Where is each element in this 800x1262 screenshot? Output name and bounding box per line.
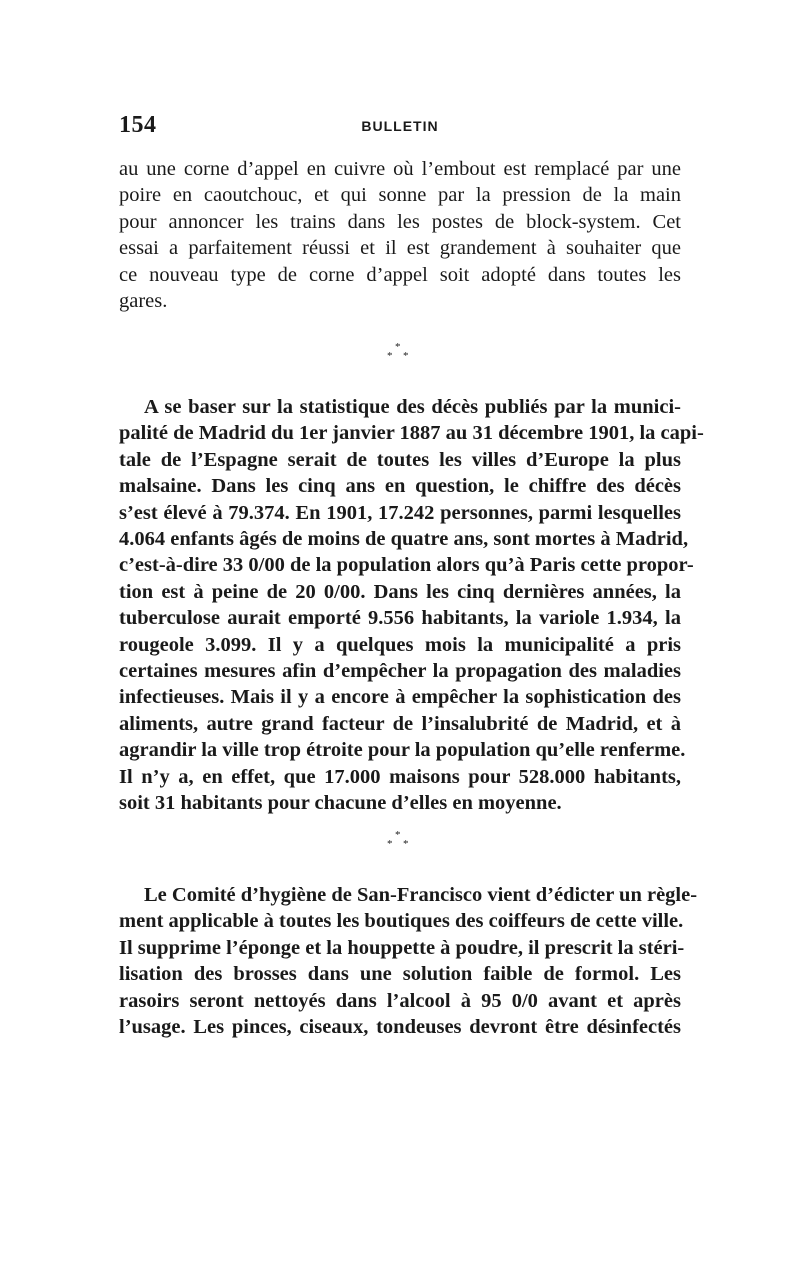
asterisk-glyph: * [395, 829, 401, 841]
text-line: c’est-à-dire 33 0/00 de la population alors qu’à Paris cette propor- [119, 554, 694, 577]
page-number: 154 [119, 112, 157, 138]
text-line: ce nouveau type de corne d’appel soit adopté dans toutes les [119, 263, 681, 286]
text-line: rougeole 3.099. Il y a quelques mois la municipalité a pris [119, 633, 681, 656]
text-line: poire en caoutchouc, et qui sonne par la pression de la main [119, 184, 681, 207]
asterism-separator [380, 342, 420, 372]
paragraph-san-francisco-hygiene [119, 882, 698, 1040]
running-title: BULLETIN [361, 118, 439, 134]
text-line: Il n’y a, en effet, que 17.000 maisons pour 528.000 habitants, [119, 765, 681, 788]
asterism-separator [380, 830, 420, 860]
asterisk-glyph: * [395, 341, 401, 353]
text-line: lisation des brosses dans une solution faible de formol. Les [119, 963, 681, 986]
text-line: 4.064 enfants âgés de moins de quatre ans, sont mortes à Madrid, [119, 528, 689, 551]
text-line: tale de l’Espagne serait de toutes les villes d’Europe la plus [119, 448, 681, 471]
asterisk-glyph: * [387, 350, 393, 362]
text-line: malsaine. Dans les cinq ans en question, le chiffre des décès [119, 475, 681, 498]
asterisk-glyph: * [403, 350, 409, 362]
text-line: agrandir la ville trop étroite pour la population qu’elle renferme. [119, 739, 686, 762]
text-line: Il supprime l’éponge et la houppette à poudre, il prescrit la stéri- [119, 936, 685, 959]
text-line: Le Comité d’hygiène de San-Francisco vient d’édicter un règle- [144, 884, 698, 906]
text-line: essai a parfaitement réussi et il est grandement à souhaiter que [119, 237, 681, 260]
running-head [119, 112, 681, 142]
text-line: tion est à peine de 20 0/00. Dans les cinq dernières années, la [119, 580, 681, 603]
text-line: A se baser sur la statistique des décès publiés par la munici- [144, 396, 681, 418]
text-line: gares. [119, 290, 168, 313]
text-line: certaines mesures afin d’empêcher la propagation des maladies [119, 660, 681, 683]
text-line: tuberculose aurait emporté 9.556 habitants, la variole 1.934, la [119, 607, 681, 630]
text-line: ment applicable à toutes les boutiques des coiffeurs de cette ville. [119, 910, 684, 933]
text-line: palité de Madrid du 1er janvier 1887 au 31 décembre 1901, la capi- [119, 422, 704, 445]
text-line: soit 31 habitants pour chacune d’elles en moyenne. [119, 792, 562, 815]
text-line: pour annoncer les trains dans les postes de block-system. Cet [119, 210, 681, 233]
asterisk-glyph: * [403, 838, 409, 850]
paragraph-corne-appel [119, 156, 681, 314]
text-line: aliments, autre grand facteur de l’insalubrité de Madrid, et à [119, 712, 681, 735]
text-line: infectieuses. Mais il y a encore à empêcher la sophistication des [119, 686, 681, 709]
asterisk-glyph: * [387, 838, 393, 850]
text-line: au une corne d’appel en cuivre où l’embout est remplacé par une [119, 158, 681, 180]
paragraph-madrid-statistics [119, 394, 704, 817]
text-line: s’est élevé à 79.374. En 1901, 17.242 personnes, parmi lesquelles [119, 501, 681, 524]
text-line: rasoirs seront nettoyés dans l’alcool à 95 0/0 avant et après [119, 989, 681, 1012]
text-line: l’usage. Les pinces, ciseaux, tondeuses devront être désinfectés [119, 1016, 681, 1039]
